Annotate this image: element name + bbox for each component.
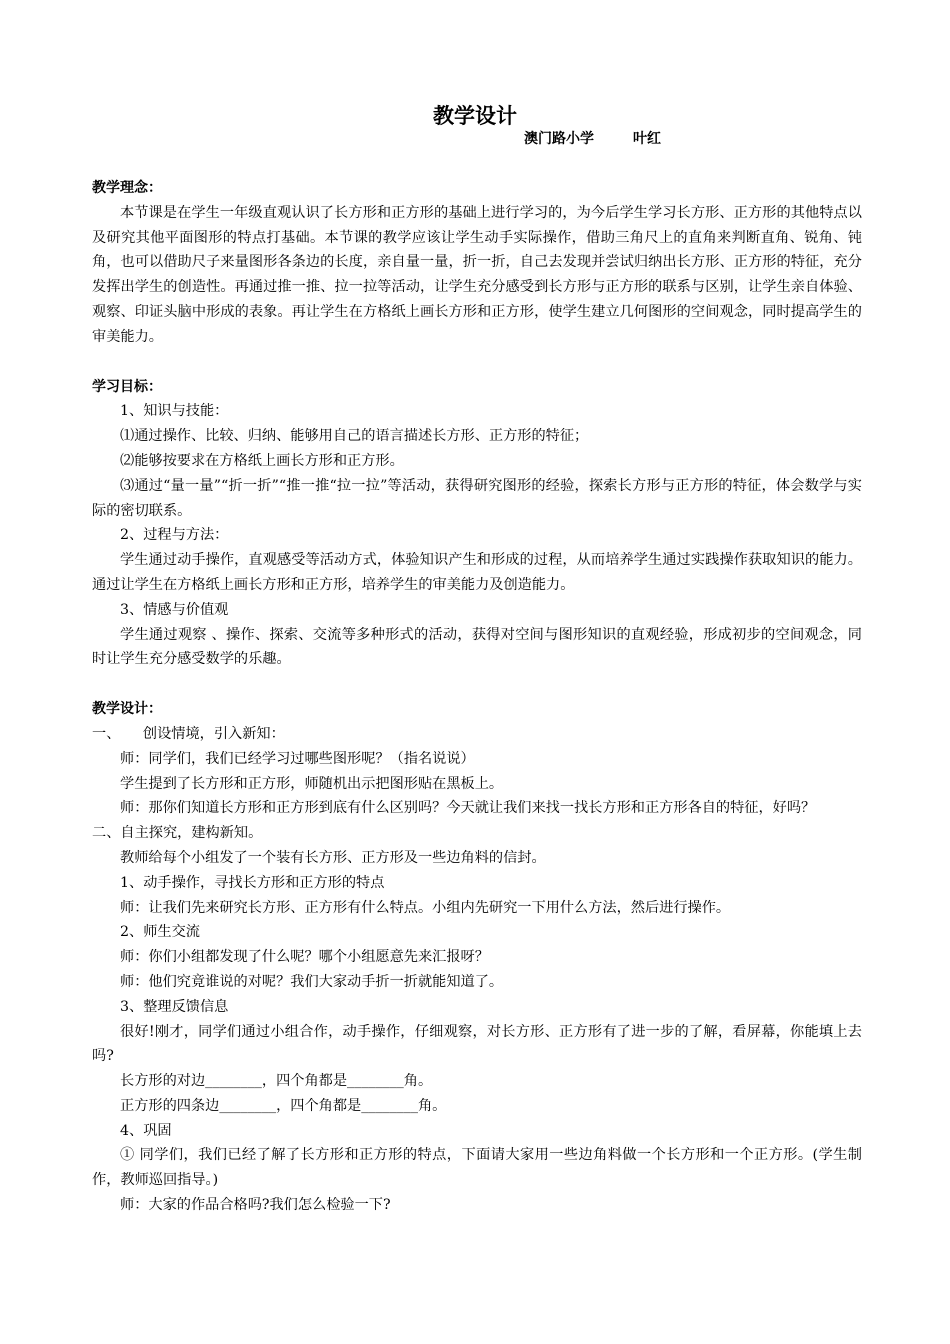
design-line: 1、动手操作，寻找长方形和正方形的特点 [120,874,385,891]
design-line: 教师给每个小组发了一个装有长方形、正方形及一些边角料的信封。 [120,849,546,866]
design-line: 师：同学们，我们已经学习过哪些图形呢？（指名说说） [120,750,475,767]
design-line: 师：大家的作品合格吗?我们怎么检验一下? [120,1197,391,1214]
goal-line: ⑵能够按要求在方格纸上画长方形和正方形。 [120,452,404,469]
design-part-two: 二、自主探究，建构新知。 [92,825,263,842]
design-line: 师：你们小组都发现了什么呢？哪个小组愿意先来汇报呀？ [120,949,489,966]
goal-line: ⑶通过“量一量”“折一折”“推一推“拉一拉”等活动，获得研究图形的经验，探索长方形与正方形的特征，体会数学与实际的密切联系。 [92,477,862,519]
design-part-one: 一、 创设情境，引入新知： [92,725,285,742]
goal-line: 2、过程与方法： [120,527,229,544]
goal-line: ⑴通过操作、比较、归纳、能够用自己的语言描述长方形、正方形的特征； [120,428,589,445]
goal-line: 3、情感与价值观 [120,601,229,618]
fill-blank-line: 长方形的对边________，四个角都是________角。 [120,1073,433,1090]
design-line: 师：他们究竟谁说的对呢？我们大家动手折一折就能知道了。 [120,973,504,990]
design-line: 3、整理反馈信息 [120,998,229,1015]
design-line: 学生提到了长方形和正方形，师随机出示把图形贴在黑板上。 [120,775,504,792]
design-line: 2、师生交流 [120,924,200,941]
goal-line: 学生通过动手操作，直观感受等活动方式，体验知识产生和形成的过程，从而培养学生通过实践操作获取知识的能力。通过让学生在方格纸上画长方形和正方形，培养学生的审美能力及创造能力。 [92,552,862,593]
document-title: 教学设计 [433,104,517,128]
philosophy-paragraph: 本节课是在学生一年级直观认识了长方形和正方形的基础上进行学习的，为今后学生学习长方形、正方形的其他特点以及研究其他平面图形的特点打基础。本节课的教学应该让学生动手实际操作，借助三角尺上的直角来判断直角、锐角、钝角，也可以借助尺子来量图形各条边的长度，亲自量一量，折一折，自己去发现并尝试归纳出长方形、正方形的特征，充分发挥出学生的创造性。再通过推一推、拉一拉等活动，让学生充分感受到长方形与正方形的联系与区别，让学生亲自体验、观察、印证头脑中形成的表象。再让学生在方格纸上画长方形和正方形，使学生建立几何图形的空间观念，同时提高学生的审美能力。 [92,204,862,345]
document-body [92,176,862,1218]
design-line: 4、巩固 [120,1122,172,1139]
design-line: 师：那你们知道长方形和正方形到底有什么区别吗？今天就让我们来找一找长方形和正方形各自的特征，好吗？ [120,800,816,817]
design-line: ① 同学们，我们已经了解了长方形和正方形的特点，下面请大家用一些边角料做一个长方形和一个正方形。(学生制作，教师巡回指导。) [92,1147,862,1189]
goal-line: 学生通过观察 、操作、探索、交流等多种形式的活动，获得对空间与图形知识的直观经验，形成初步的空间观念，同时让学生充分感受数学的乐趣。 [92,626,862,668]
section-heading-design: 教学设计： [92,701,162,718]
section-heading-goals: 学习目标： [92,378,162,395]
author-line: 澳门路小学 叶红 [524,131,661,147]
fill-blank-line: 正方形的四条边________，四个角都是________角。 [120,1097,447,1114]
goal-line: 1、知识与技能： [120,403,229,420]
design-line: 师：让我们先来研究长方形、正方形有什么特点。小组内先研究一下用什么方法，然后进行操作。 [120,899,731,916]
section-heading-philosophy: 教学理念： [92,180,162,196]
design-line: 很好!刚才，同学们通过小组合作，动手操作，仔细观察，对长方形、正方形有了进一步的了解，看屏幕，你能填上去吗? [92,1023,862,1065]
